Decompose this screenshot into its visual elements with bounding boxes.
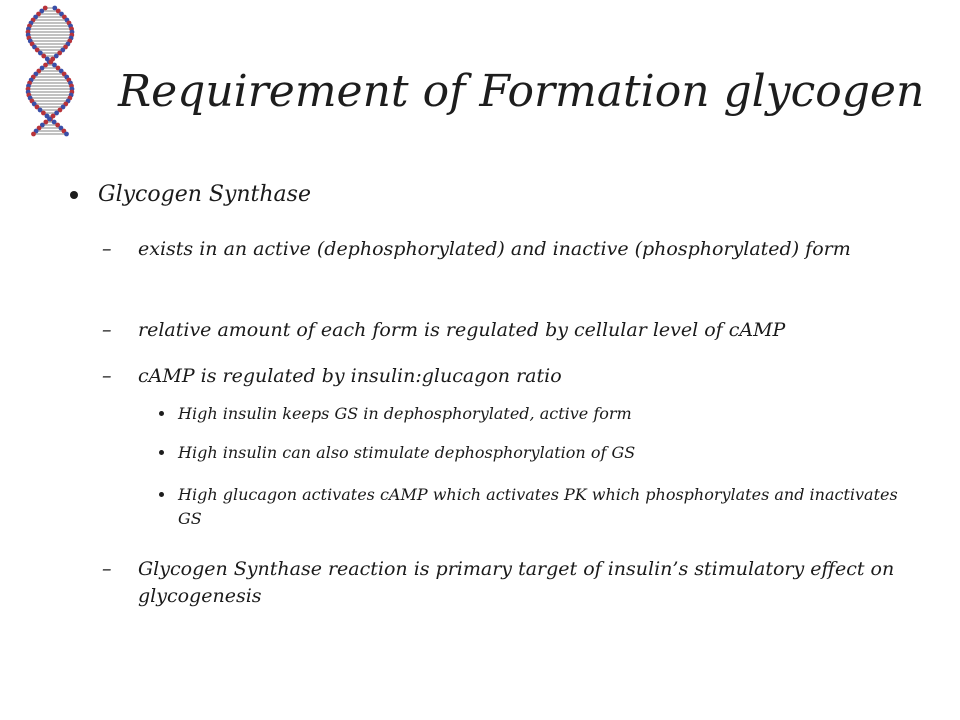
dash-marker: –	[102, 558, 112, 580]
subsub-bullet-text: High glucagon activates cAMP which activates PK which phosphorylates and inactivates GS	[178, 485, 898, 528]
subsub-bullet-text: High insulin can also stimulate dephosphorylation of GS	[178, 443, 636, 462]
bullet-dot	[159, 492, 164, 497]
sub-bullet-regulation	[102, 317, 898, 344]
sub-bullet-text: cAMP is regulated by insulin:glucagon ratio	[138, 365, 562, 387]
bullet-text: Glycogen Synthase	[98, 182, 311, 207]
dash-marker: –	[102, 365, 112, 387]
sub-bullet-text: Glycogen Synthase reaction is primary target of insulin’s stimulatory effect on glycogenesis	[138, 558, 895, 607]
sub-bullet-text: exists in an active (dephosphorylated) and inactive (phosphorylated) form	[138, 238, 851, 260]
subsub-bullet-insulin-stimulates	[178, 441, 898, 465]
dash-marker: –	[102, 319, 112, 341]
dash-marker: –	[102, 238, 112, 260]
sub-bullet-forms	[102, 236, 898, 263]
bullet-dot	[70, 191, 78, 199]
subsub-bullet-text: High insulin keeps GS in dephosphorylated, active form	[178, 404, 632, 423]
bullet-dot	[159, 411, 164, 416]
bullet-dot	[159, 450, 164, 455]
sub-bullet-camp	[102, 363, 898, 390]
bullet-glycogen-synthase	[98, 178, 311, 212]
sub-bullet-primary-target	[102, 556, 898, 610]
subsub-bullet-insulin-keeps	[178, 402, 898, 426]
subsub-bullet-glucagon	[178, 483, 898, 531]
sub-bullet-text: relative amount of each form is regulated by cellular level of cAMP	[138, 319, 786, 341]
slide-title: Requirement of Formation glycogen	[118, 66, 925, 117]
